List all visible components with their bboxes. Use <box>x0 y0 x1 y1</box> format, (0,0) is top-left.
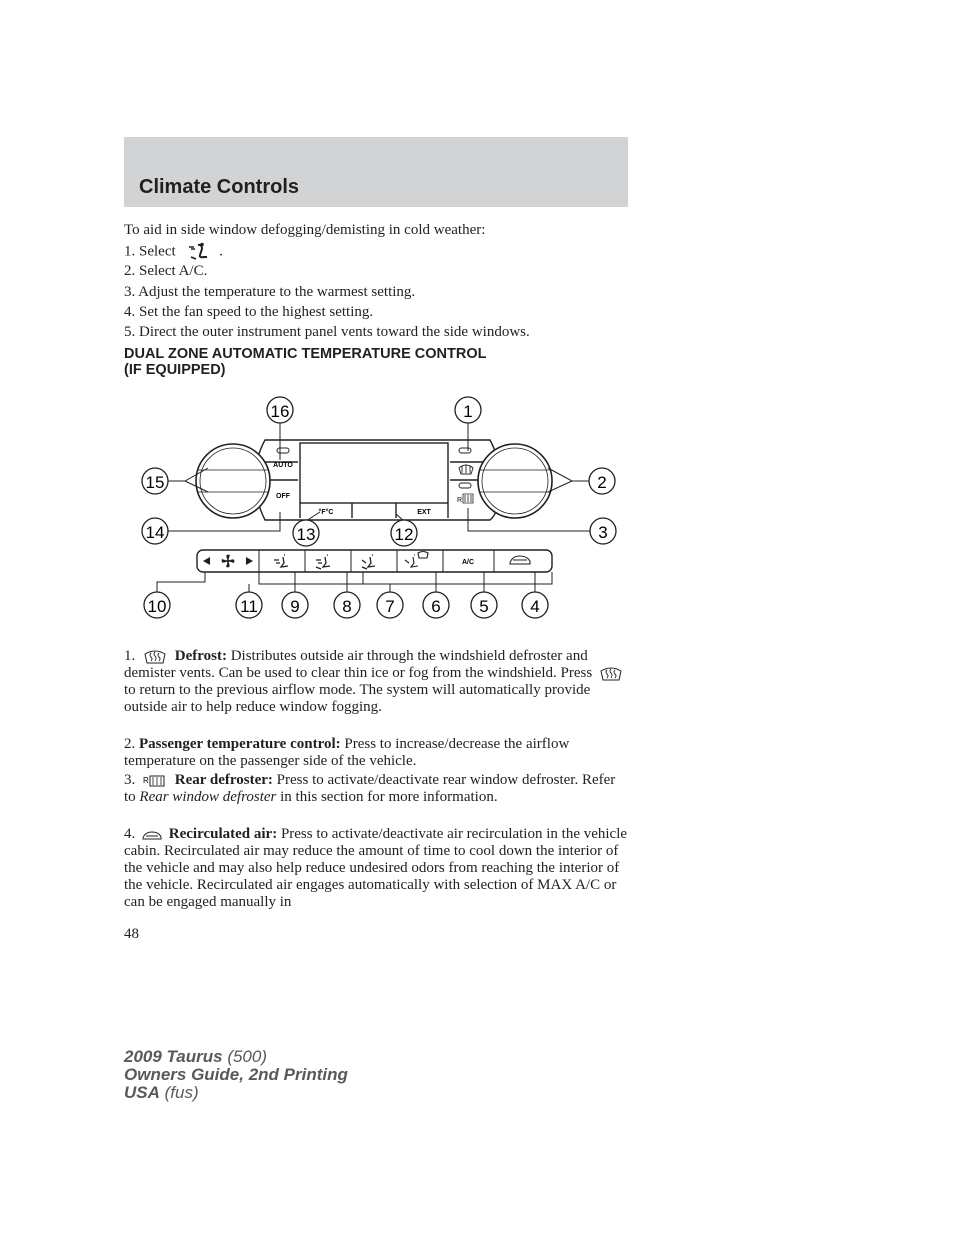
svg-text:1: 1 <box>463 402 473 421</box>
callout-4 <box>522 592 548 618</box>
item-number: 1. <box>124 648 136 664</box>
rear-defrost-icon-label: R <box>143 775 149 785</box>
defrost-icon <box>598 666 624 682</box>
mode-button-bar <box>197 550 552 584</box>
page-title: Climate Controls <box>139 176 300 198</box>
section-heading-line2: (IF EQUIPPED) <box>124 362 226 378</box>
auto-label: AUTO <box>273 462 293 469</box>
callout-7 <box>377 592 403 618</box>
svg-text:3: 3 <box>598 523 608 542</box>
defrost-icon <box>459 465 473 474</box>
callout-15 <box>142 468 168 494</box>
svg-text:4: 4 <box>530 597 540 616</box>
footer <box>124 1048 348 1102</box>
section-heading <box>124 346 644 378</box>
units-label: °F°C <box>318 509 334 516</box>
off-label: OFF <box>276 493 290 500</box>
svg-text:7: 7 <box>385 597 395 616</box>
item-title: Recirculated air: <box>168 826 278 842</box>
r-label: R <box>457 497 463 504</box>
item-defrost <box>124 648 630 716</box>
section-heading-line1: DUAL ZONE AUTOMATIC TEMPERATURE CONTROL <box>124 346 487 362</box>
callout-11 <box>236 592 262 618</box>
defrost-icon <box>142 649 168 665</box>
svg-text:12: 12 <box>394 525 414 544</box>
callout-1 <box>455 397 481 423</box>
item-number: 2. <box>124 736 136 752</box>
step-3: 3. Adjust the temperature to the warmest setting. <box>124 284 416 300</box>
item-title: Defrost: <box>174 648 227 664</box>
item-reference: Rear window defroster <box>139 789 277 805</box>
ac-label: A/C <box>461 559 475 566</box>
ext-label: EXT <box>417 509 431 516</box>
svg-text:2: 2 <box>597 473 607 492</box>
svg-text:10: 10 <box>147 597 167 616</box>
callout-8 <box>334 592 360 618</box>
footer-line-2: Owners Guide, 2nd Printing <box>124 1065 348 1084</box>
passenger-down-arrow-icon <box>459 483 471 488</box>
svg-text:14: 14 <box>145 523 165 542</box>
callout-3 <box>590 518 616 544</box>
control-panel-outline <box>255 440 500 520</box>
floor-panel-airflow-icon <box>185 242 213 262</box>
callout-2 <box>589 468 615 494</box>
callout-5 <box>471 592 497 618</box>
step-1-text: 1. Select <box>124 243 176 260</box>
svg-text:9: 9 <box>290 597 300 616</box>
recirculation-icon <box>141 829 163 841</box>
step-5: 5. Direct the outer instrument panel vents toward the side windows. <box>124 324 530 340</box>
intro-text: To aid in side window defogging/demisting in cold weather: <box>124 222 486 238</box>
step-1 <box>124 242 630 262</box>
rear-defrost-icon <box>463 494 473 503</box>
driver-up-arrow-icon <box>277 448 289 453</box>
callout-12 <box>391 520 417 546</box>
step-4: 4. Set the fan speed to the highest setting. <box>124 304 374 320</box>
step-1-suffix: . <box>219 243 223 260</box>
svg-text:5: 5 <box>479 597 489 616</box>
climate-control-diagram <box>135 390 625 625</box>
driver-temperature-knob <box>196 444 270 518</box>
callout-13 <box>293 520 319 546</box>
svg-text:15: 15 <box>145 473 165 492</box>
item-rear-defroster <box>124 772 630 806</box>
svg-text:8: 8 <box>342 597 352 616</box>
item-text: Press to activate/deactivate air recirculation in the vehicle cabin. Recirculated air may reduce the amount of time to cool down the interior of the vehicle and may also help reduce undesired odors from reaching the interior of the vehicle. Recirculated air engages automatically with selection of MAX A/C or can be engaged manually in <box>124 826 628 910</box>
passenger-temperature-knob <box>478 444 552 518</box>
callout-14 <box>142 518 168 544</box>
item-text: Distributes outside air through the windshield defroster and demister vents. Can be used to clear thin ice or fog from the windshield. Press <box>124 648 593 681</box>
item-text: to return to the previous airflow mode. The system will automatically provide outside air to help reduce window fogging. <box>124 682 591 715</box>
callout-16 <box>267 397 293 423</box>
page-number: 48 <box>124 926 139 942</box>
footer-line-3: USA (fus) <box>124 1083 199 1102</box>
item-number: 3. <box>124 772 136 788</box>
item-passenger-temperature <box>124 736 630 770</box>
step-2: 2. Select A/C. <box>124 263 208 279</box>
item-text: in this section for more information. <box>276 789 498 805</box>
passenger-up-arrow-icon <box>459 448 471 453</box>
svg-text:11: 11 <box>240 597 258 616</box>
callout-6 <box>423 592 449 618</box>
item-text: Press to activate/deactivate rear window defroster. Refer to <box>124 772 616 805</box>
callout-10 <box>144 592 170 618</box>
item-title: Passenger temperature control: <box>139 736 341 752</box>
footer-line-1: 2009 Taurus (500) <box>124 1047 268 1066</box>
rear-defrost-icon <box>142 774 168 788</box>
item-title: Rear defroster: <box>174 772 273 788</box>
svg-text:6: 6 <box>431 597 441 616</box>
item-number: 4. <box>124 826 136 842</box>
svg-text:16: 16 <box>270 402 290 421</box>
item-text: Press to increase/decrease the airflow temperature on the passenger side of the vehicle. <box>124 736 570 769</box>
callout-9 <box>282 592 308 618</box>
svg-text:13: 13 <box>296 525 316 544</box>
item-recirculated-air <box>124 826 630 911</box>
